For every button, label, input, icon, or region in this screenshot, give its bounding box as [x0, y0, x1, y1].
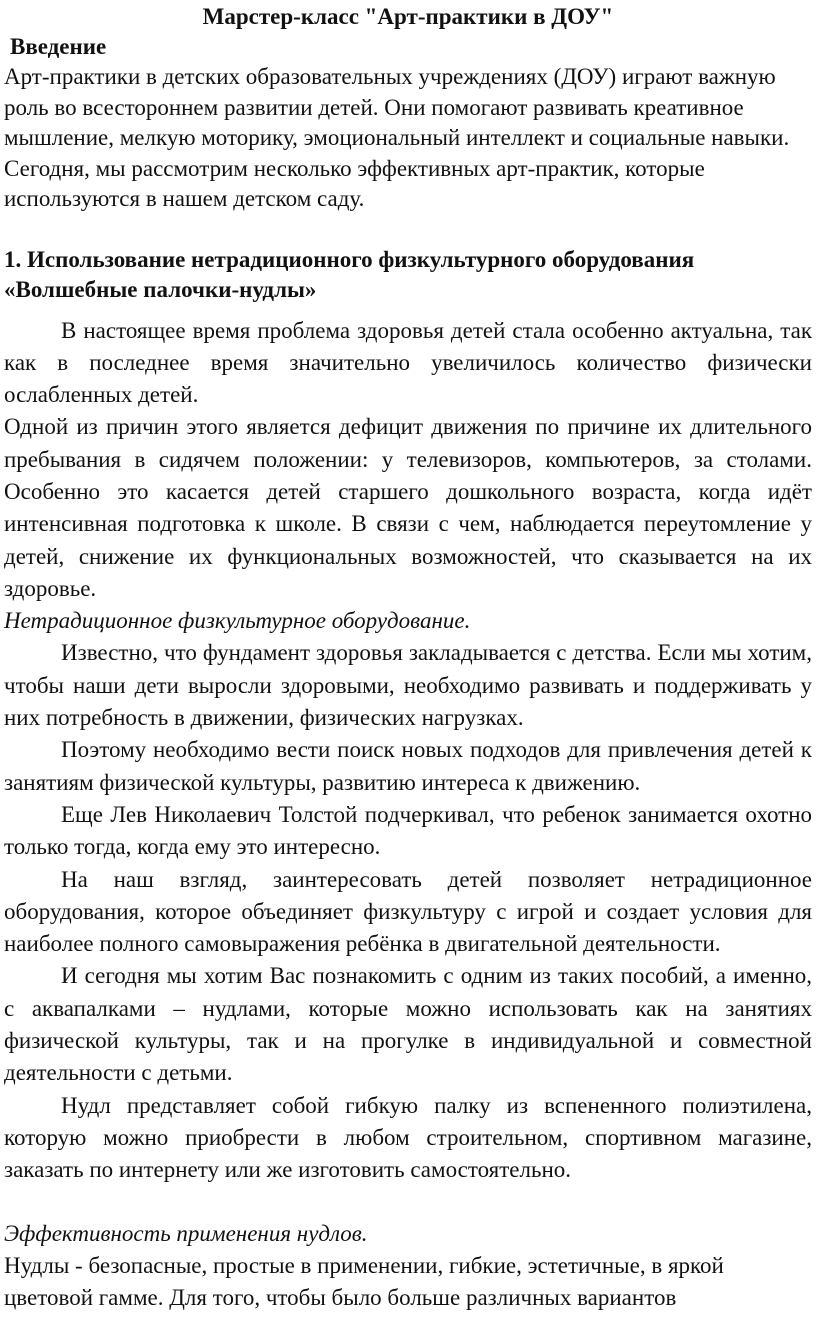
body-paragraph: В настоящее время проблема здоровья детей стала особенно актуальна, так как в последнее время значительно увеличилось количество физически ослабленных детей. [4, 317, 812, 408]
body-paragraph: И сегодня мы хотим Вас познакомить с одним из таких пособий, а именно, с аквапалками – нудлами, которые можно использовать как на занятиях физической культуры, так и на прогулке в индивидуальной и совместной деятельности с детьми. [4, 963, 812, 1086]
italic-subheading: Нетрадиционное физкультурное оборудование. [4, 608, 471, 634]
body-paragraph: Нудл представляет собой гибкую палку из вспененного полиэтилена, которую можно приобрести в любом строительном, спортивном магазине, заказать по интернету или же изготовить самостоятельно. [4, 1092, 812, 1183]
body-paragraph: Одной из причин этого является дефицит движения по причине их длительного пребывания в сидячем положении: у телевизоров, компьютеров, за столами. Особенно это касается детей старшего дошкольного возраста, когда идёт интенсивная подготовка к школе. В связи с чем, наблюдается переутомление у детей, снижение их функциональных возможностей, что сказывается на их здоровье. [4, 414, 812, 601]
section-heading: 1. Использование нетрадиционного физкультурного оборудования «Волшебные палочки-нудлы» [4, 246, 695, 302]
effectiveness-heading: Эффективность применения нудлов. [4, 1220, 368, 1246]
body-paragraph: Еще Лев Николаевич Толстой подчеркивал, что ребенок занимается охотно только тогда, когда ему это интересно. [4, 801, 812, 860]
document-title: Марстер-класс "Арт-практики в ДОУ" [202, 4, 614, 29]
body-paragraph: Известно, что фундамент здоровья закладывается с детства. Если мы хотим, чтобы наши дети выросли здоровыми, необходимо развивать и поддерживать у них потребность в движении, физических нагрузках. [4, 640, 812, 731]
intro-heading: Введение [10, 34, 107, 59]
body-paragraph: На наш взгляд, заинтересовать детей позволяет нетрадиционное оборудования, которое объединяет физкультуру с игрой и создает условия для наиболее полного самовыражения ребёнка в двигательной деятельности. [4, 866, 812, 957]
effectiveness-paragraph: Нудлы - безопасные, простые в применении, гибкие, эстетичные, в яркой цветовой гамме. Для того, чтобы было больше различных вариантов [4, 1252, 724, 1311]
body-paragraph: Поэтому необходимо вести поиск новых подходов для привлечения детей к занятиям физической культуры, развитию интереса к движению. [4, 737, 812, 795]
intro-paragraph: Арт-практики в детских образовательных учреждениях (ДОУ) играют важную роль во всестороннем развитии детей. Они помогают развивать креативное мышление, мелкую моторику, эмоциональный интеллект и социальные навыки. Сегодня, мы рассмотрим несколько эффективных арт-практик, которые используются в нашем детском саду. [4, 64, 790, 211]
